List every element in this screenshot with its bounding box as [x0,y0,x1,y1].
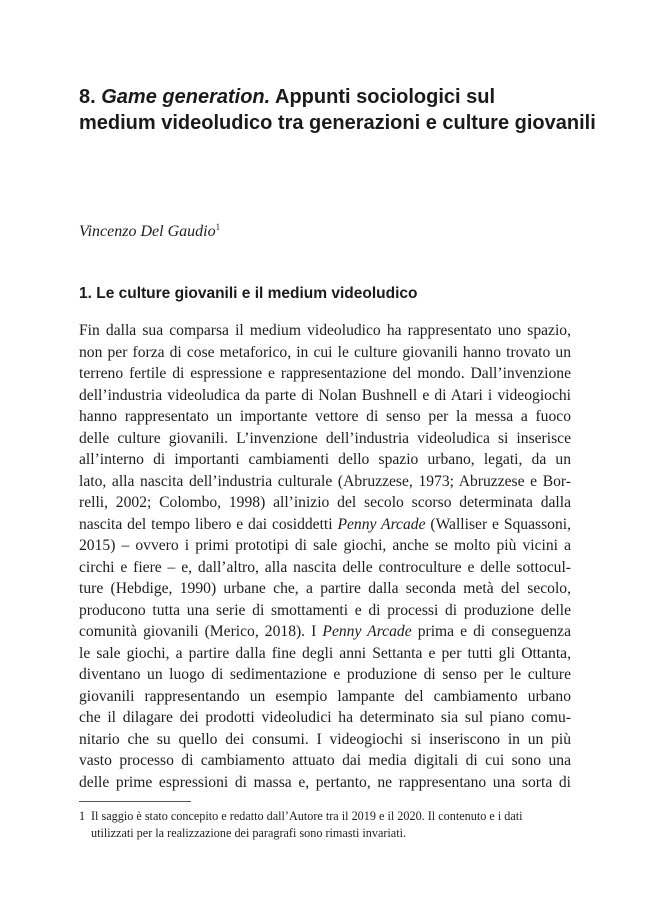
penny-arcade-italic: Penny Arcade [337,515,426,533]
body-line: hanno rappresentato un importante vettore di senso per la messa a fuoco [79,408,571,425]
body-line: giovanili rappresentando un esempio lampante del cambiamento urbano [79,687,571,705]
footnote-text: utilizzati per la realizzazione dei paragrafi sono rimasti invariati. [91,825,407,840]
body-line: ture (Hebdige, 1990) urbane che, a partire dalla seconda metà del secolo, [79,580,571,597]
footnote-line [79,808,571,825]
chapter-title [79,84,599,136]
body-line-text: comunità giovanili (Merico, 2018). I [79,623,317,640]
author-footnote-ref[interactable]: 1 [215,222,221,232]
section-title: 1. Le culture giovanili e il medium videoludico [79,285,418,302]
body-line: producono tutta una serie di smottamenti e di processi di produzione delle [79,601,571,619]
body-line: lato, alla nascita dell’industria culturale (Abruzzese, 1973; Abruzzese e Bor- [79,472,571,490]
body-line: diventano un luogo di sedimentazione e produzione di senso per le culture [79,666,571,683]
body-paragraph [79,320,571,793]
author-line [79,217,220,242]
body-line: non per forza di cose metaforico, in cui le culture giovanili hanno trovato un [79,343,571,361]
chapter-title-rest: Appunti sociologici sul [275,86,496,108]
body-line: le sale giochi, a partire dalla fine degli anni Settanta e per tutti gli Ottanta, [79,644,571,662]
body-line: relli, 2002; Colombo, 1998) all’inizio del secolo scorso determinata dalla [79,494,571,511]
body-line: dell’industria videoludica da parte di Nolan Bushnell e di Atari i videogiochi [79,386,571,404]
body-line: nitario che su quello dei consumi. I videogiochi si inseriscono in un più [79,730,571,748]
body-line: 2015) – ovvero i primi prototipi di sale giochi, anche se molto più vicini a [79,537,571,554]
footnote-line [79,825,571,842]
footnote-text: Il saggio è stato concepito e redatto dall’Autore tra il 2019 e il 2020. Il contenuto e i dati [91,809,523,823]
penny-arcade-italic: Penny Arcade [322,623,412,640]
body-line-text: prima e di conseguenza [417,623,571,640]
body-line: all’interno di importanti cambiamenti dello spazio urbano, legati, da un [79,451,571,468]
footnote-number: 1 [79,809,86,823]
body-line-text: nascita del tempo libero e dai cosiddetti [79,515,333,533]
author-name: Vincenzo Del Gaudio [79,223,216,240]
body-line: circhi e fiere – e, dall’altro, alla nascita delle controculture e delle sottocul- [79,558,571,576]
footnote [79,808,571,841]
footnote-divider [79,801,191,802]
body-line: delle culture giovanili. L’invenzione dell’industria videoludica si inserisce [79,429,571,447]
body-line: vasto processo di cambiamento attuato dai media digitali di cui sono una [79,752,571,769]
body-line: delle prime espressioni di massa e, pertanto, ne rappresentano una sorta di [79,773,571,791]
body-line-text: (Walliser e Squassoni, [430,515,571,533]
body-line: terreno fertile di espressione e rappresentazione del mondo. Dall’invenzione [79,365,571,382]
body-line: che il dilagare dei prodotti videoludici ha determinato sia sul piano comu- [79,709,571,726]
body-line [79,621,571,643]
chapter-number: 8. [79,86,96,108]
body-line [79,514,571,536]
chapter-title-line2: medium videoludico tra generazioni e culture giovanili [79,112,596,134]
chapter-title-italic: Game generation. [101,86,271,108]
body-line: Fin dalla sua comparsa il medium videoludico ha rappresentato uno spazio, [79,322,571,339]
